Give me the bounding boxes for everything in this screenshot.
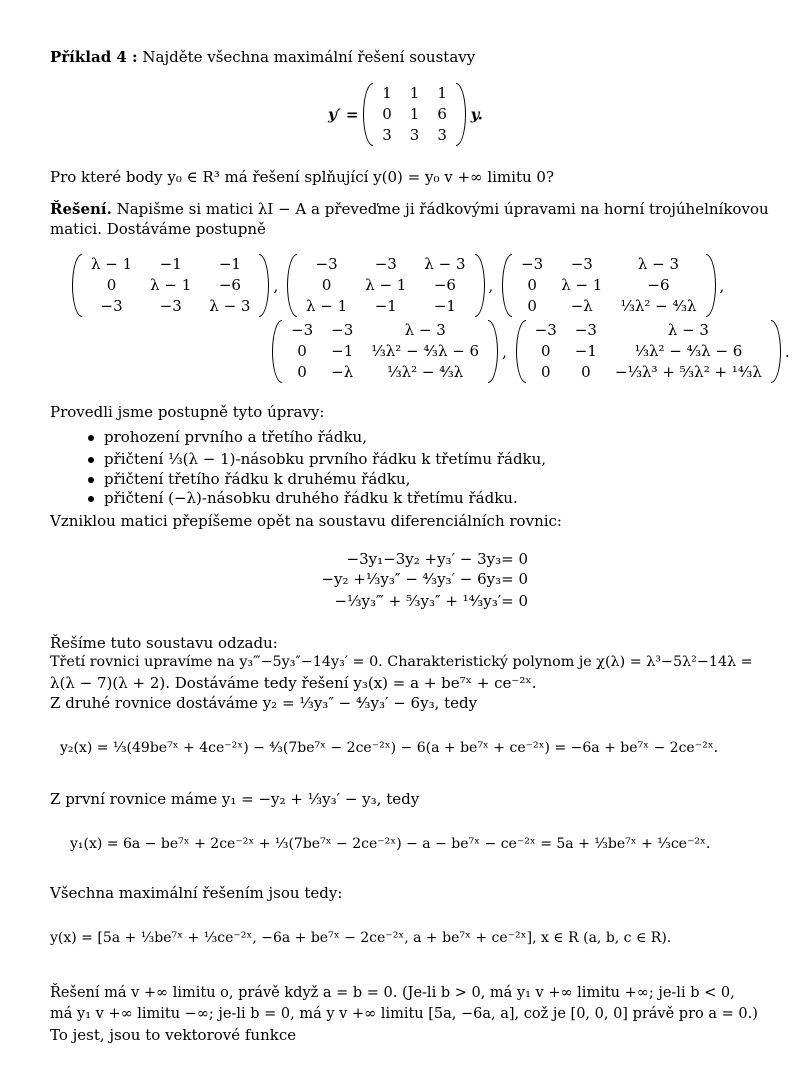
comma: , xyxy=(273,276,279,295)
matrix-step-2-cell: −1 xyxy=(374,297,397,315)
matrix-step-3-cell: ⅓λ² − ⁴⁄₃λ xyxy=(620,297,697,315)
matrix-step-5-cell: −3 xyxy=(534,321,557,339)
conclusion-line3: To jest, jsou to vektorové funkce xyxy=(50,1026,297,1044)
matrix-a-cell: 1 xyxy=(382,84,392,102)
matrix-a-cell: 1 xyxy=(409,84,420,102)
problem-question: Pro které body y₀ ∈ R³ má řešení splňující y(0) = y₀ v +∞ limitu 0? xyxy=(50,168,554,186)
matrix-step-2 xyxy=(287,254,484,317)
matrix-step-2-cell: −3 xyxy=(374,255,397,273)
all-solutions-intro: Všechna maximální řešením jsou tedy: xyxy=(50,884,343,902)
conclusion-line1: Řešení má v +∞ limitu o, právě když a = b = 0. (Je-li b > 0, má y₁ v +∞ limitu +∞; je-li b < 0, xyxy=(50,985,735,1001)
third-eq-line1: Třetí rovnici upravíme na y₃‴−5y₃″−14y₃′ = 0. Charakteristický polynom je χ(λ) = λ³−5λ²−14λ = xyxy=(50,654,753,670)
matrix-a-row xyxy=(373,83,456,104)
matrix-step-2-cell: 0 xyxy=(321,276,332,294)
matrix-a-cell: 3 xyxy=(382,126,392,144)
matrix-step-3-cell: 0 xyxy=(527,276,537,294)
matrix-a xyxy=(363,83,466,146)
matrix-step-3 xyxy=(502,254,715,317)
matrix-step-3-row xyxy=(512,254,705,275)
matrix-step-5-row xyxy=(526,362,771,383)
matrix-step-4-cell: −λ xyxy=(331,363,354,381)
general-solution: y(x) = [5a + ⅓be⁷ˣ + ⅓ce⁻²ˣ, −6a + be⁷ˣ − 2ce⁻²ˣ, a + be⁷ˣ + ce⁻²ˣ], x ∈ R (a, b, c ∈ R). xyxy=(50,930,672,946)
matrix-step-3-row xyxy=(512,296,705,317)
matrix-step-3-cell: 0 xyxy=(527,297,537,315)
period: . xyxy=(784,342,790,361)
matrix-step-2-cell: −3 xyxy=(315,255,338,273)
matrix-a-cell: 3 xyxy=(409,126,420,144)
solution-intro-line1: Napišme si matici λI − A a převeďme ji řádkovými úpravami na horní trojúhelníkovou xyxy=(116,200,769,218)
matrix-step-5-cell: λ − 3 xyxy=(667,321,709,339)
matrix-step-4 xyxy=(272,320,498,383)
steps-intro: Provedli jsme postupně tyto úpravy: xyxy=(50,403,325,421)
matrix-step-3-cell: −3 xyxy=(521,255,544,273)
matrix-step-2-cell: λ − 1 xyxy=(365,276,407,294)
matrix-step-1-cell: −3 xyxy=(159,297,182,315)
matrix-step-1-cell: −6 xyxy=(218,276,241,294)
problem-statement xyxy=(50,48,475,66)
matrix-a-cell: 1 xyxy=(437,84,447,102)
matrix-step-3-row xyxy=(512,275,705,296)
second-eq-intro: Z druhé rovnice dostáváme y₂ = ⅓y₃″ − ⁴⁄₃y₃′ − 6y₃, tedy xyxy=(50,694,478,712)
matrix-step-1-row xyxy=(82,254,259,275)
matrix-step-2-cell: −6 xyxy=(433,276,456,294)
system-lhs: y′ = xyxy=(328,105,359,124)
matrix-step-4-cell: −3 xyxy=(291,321,314,339)
matrix-step-2-row xyxy=(297,275,474,296)
matrix-step-5-cell: 0 xyxy=(581,363,591,381)
left-paren xyxy=(272,320,282,383)
comma: , xyxy=(502,342,507,361)
bullet-icon xyxy=(88,457,94,463)
right-paren xyxy=(475,254,485,317)
matrix-step-5-row xyxy=(526,320,771,341)
matrix-step-1-cell: λ − 3 xyxy=(209,297,251,315)
step-item xyxy=(88,470,410,488)
bullet-icon xyxy=(88,496,94,502)
solution-intro-line2: matici. Dostáváme postupně xyxy=(50,220,266,238)
matrix-step-1-cell: λ − 1 xyxy=(150,276,192,294)
matrix-step-1-cell: −3 xyxy=(100,297,123,315)
bullet-icon xyxy=(88,435,94,441)
left-paren xyxy=(72,254,82,317)
matrix-step-3-cell: −λ xyxy=(570,297,593,315)
matrix-step-1-cell: 0 xyxy=(106,276,117,294)
matrix-step-4-row xyxy=(282,362,488,383)
matrix-step-4-cell: 0 xyxy=(297,363,307,381)
conclusion-line2: má y₁ v +∞ limitu −∞; je-li b = 0, má y v +∞ limitu [5a, −6a, a], což je [0, 0, 0] právě pro a = 0.) xyxy=(50,1006,758,1022)
matrix-step-4-cell: 0 xyxy=(297,342,307,360)
matrix-step-5-cell: 0 xyxy=(540,342,551,360)
comma: , xyxy=(719,276,725,295)
left-paren xyxy=(502,254,512,317)
matrix-step-4-cell: ⅓λ² − ⁴⁄₃λ xyxy=(387,363,464,381)
matrix-step-4-cell: −1 xyxy=(331,342,354,360)
comma: , xyxy=(488,276,494,295)
matrix-step-3-cell: −6 xyxy=(647,276,670,294)
matrix-a-row xyxy=(373,104,456,125)
y2-formula: y₂(x) = ⅓(49be⁷ˣ + 4ce⁻²ˣ) − ⁴⁄₃(7be⁷ˣ − 2ce⁻²ˣ) − 6(a + be⁷ˣ + ce⁻²ˣ) = −6a + be⁷ˣ − 2ce⁻²ˣ. xyxy=(60,740,719,756)
matrix-step-4-row xyxy=(282,341,488,362)
matrix-step-1-row xyxy=(82,296,259,317)
right-paren xyxy=(706,254,716,317)
left-paren xyxy=(363,83,373,146)
step-text: přičtení ⅓(λ − 1)-násobku prvního řádku k třetímu řádku, xyxy=(104,450,547,468)
matrix-step-1-row xyxy=(82,275,259,296)
matrix-chain-row1 xyxy=(72,254,728,317)
solve-intro: Řešíme tuto soustavu odzadu: xyxy=(50,634,278,652)
rewrite-intro: Vzniklou matici přepíšeme opět na soustavu diferenciálních rovnic: xyxy=(50,512,562,530)
first-eq-intro: Z první rovnice máme y₁ = −y₂ + ⅓y₃′ − y₃, tedy xyxy=(50,790,420,808)
system-rhs: y. xyxy=(470,105,483,124)
matrix-step-4-cell: −3 xyxy=(331,321,354,339)
left-paren xyxy=(287,254,297,317)
matrix-step-2-cell: −1 xyxy=(433,297,456,315)
matrix-step-5 xyxy=(516,320,781,383)
system-equation xyxy=(328,83,483,146)
matrix-step-4-cell: ⅓λ² − ⁴⁄₃λ − 6 xyxy=(371,342,480,360)
matrix-a-row xyxy=(373,125,456,146)
matrix-step-3-cell: λ − 1 xyxy=(561,276,603,294)
matrix-step-5-cell: ⅓λ² − ⁴⁄₃λ − 6 xyxy=(634,342,743,360)
matrix-step-1-cell: λ − 1 xyxy=(91,255,133,273)
step-text: přičtení třetího řádku k druhému řádku, xyxy=(104,470,411,488)
matrix-step-4-cell: λ − 3 xyxy=(404,321,446,339)
matrix-step-5-cell: 0 xyxy=(540,363,551,381)
right-paren xyxy=(488,320,498,383)
matrix-a-cell: 6 xyxy=(437,105,447,123)
matrix-step-1-cell: −1 xyxy=(159,255,182,273)
problem-intro: Najděte všechna maximální řešení soustavy xyxy=(142,48,476,66)
solution-intro xyxy=(50,200,769,218)
matrix-step-2-row xyxy=(297,296,474,317)
matrix-step-2-row xyxy=(297,254,474,275)
matrix-step-3-cell: −3 xyxy=(570,255,593,273)
matrix-step-1-cell: −1 xyxy=(218,255,241,273)
matrix-step-5-row xyxy=(526,341,771,362)
right-paren xyxy=(771,320,781,383)
problem-label: Příklad 4 : xyxy=(50,48,138,66)
de-equation-1: −3y₁−3y₂ +y₃′ − 3y₃= 0 xyxy=(346,550,528,568)
matrix-step-2-cell: λ − 1 xyxy=(306,297,348,315)
right-paren xyxy=(259,254,269,317)
step-text: prohození prvního a třetího řádku, xyxy=(104,428,367,446)
matrix-step-1 xyxy=(72,254,269,317)
matrix-step-3-cell: λ − 3 xyxy=(637,255,680,273)
step-item xyxy=(88,450,546,468)
matrix-step-5-cell: −1 xyxy=(574,342,597,360)
matrix-step-5-cell: −⅓λ³ + ⁵⁄₃λ² + ¹⁴⁄₃λ xyxy=(614,363,762,381)
step-text: přičtení (−λ)-násobku druhého řádku k třetímu řádku. xyxy=(104,489,518,507)
left-paren xyxy=(516,320,526,383)
bullet-icon xyxy=(88,477,94,483)
step-item xyxy=(88,428,367,446)
matrix-chain-row2 xyxy=(272,320,794,383)
matrix-step-4-row xyxy=(282,320,488,341)
y1-formula: y₁(x) = 6a − be⁷ˣ + 2ce⁻²ˣ + ⅓(7be⁷ˣ − 2ce⁻²ˣ) − a − be⁷ˣ − ce⁻²ˣ = 5a + ⅓be⁷ˣ + ⅓ce⁻²ˣ. xyxy=(70,836,711,852)
third-eq-line2: λ(λ − 7)(λ + 2). Dostáváme tedy řešení y₃(x) = a + be⁷ˣ + ce⁻²ˣ. xyxy=(50,674,537,692)
right-paren xyxy=(456,83,466,146)
matrix-step-2-cell: λ − 3 xyxy=(424,255,466,273)
matrix-a-cell: 1 xyxy=(409,105,420,123)
de-equation-2: −y₂ +⅓y₃″ − ⁴⁄₃y₃′ − 6y₃= 0 xyxy=(321,570,528,588)
matrix-a-cell: 3 xyxy=(437,126,447,144)
matrix-step-5-cell: −3 xyxy=(574,321,597,339)
solution-label: Řešení. xyxy=(50,200,112,218)
step-item xyxy=(88,489,518,507)
de-equation-3: −⅓y₃‴ + ⁵⁄₃y₃″ + ¹⁴⁄₃y₃′= 0 xyxy=(334,592,528,610)
matrix-a-cell: 0 xyxy=(382,105,392,123)
